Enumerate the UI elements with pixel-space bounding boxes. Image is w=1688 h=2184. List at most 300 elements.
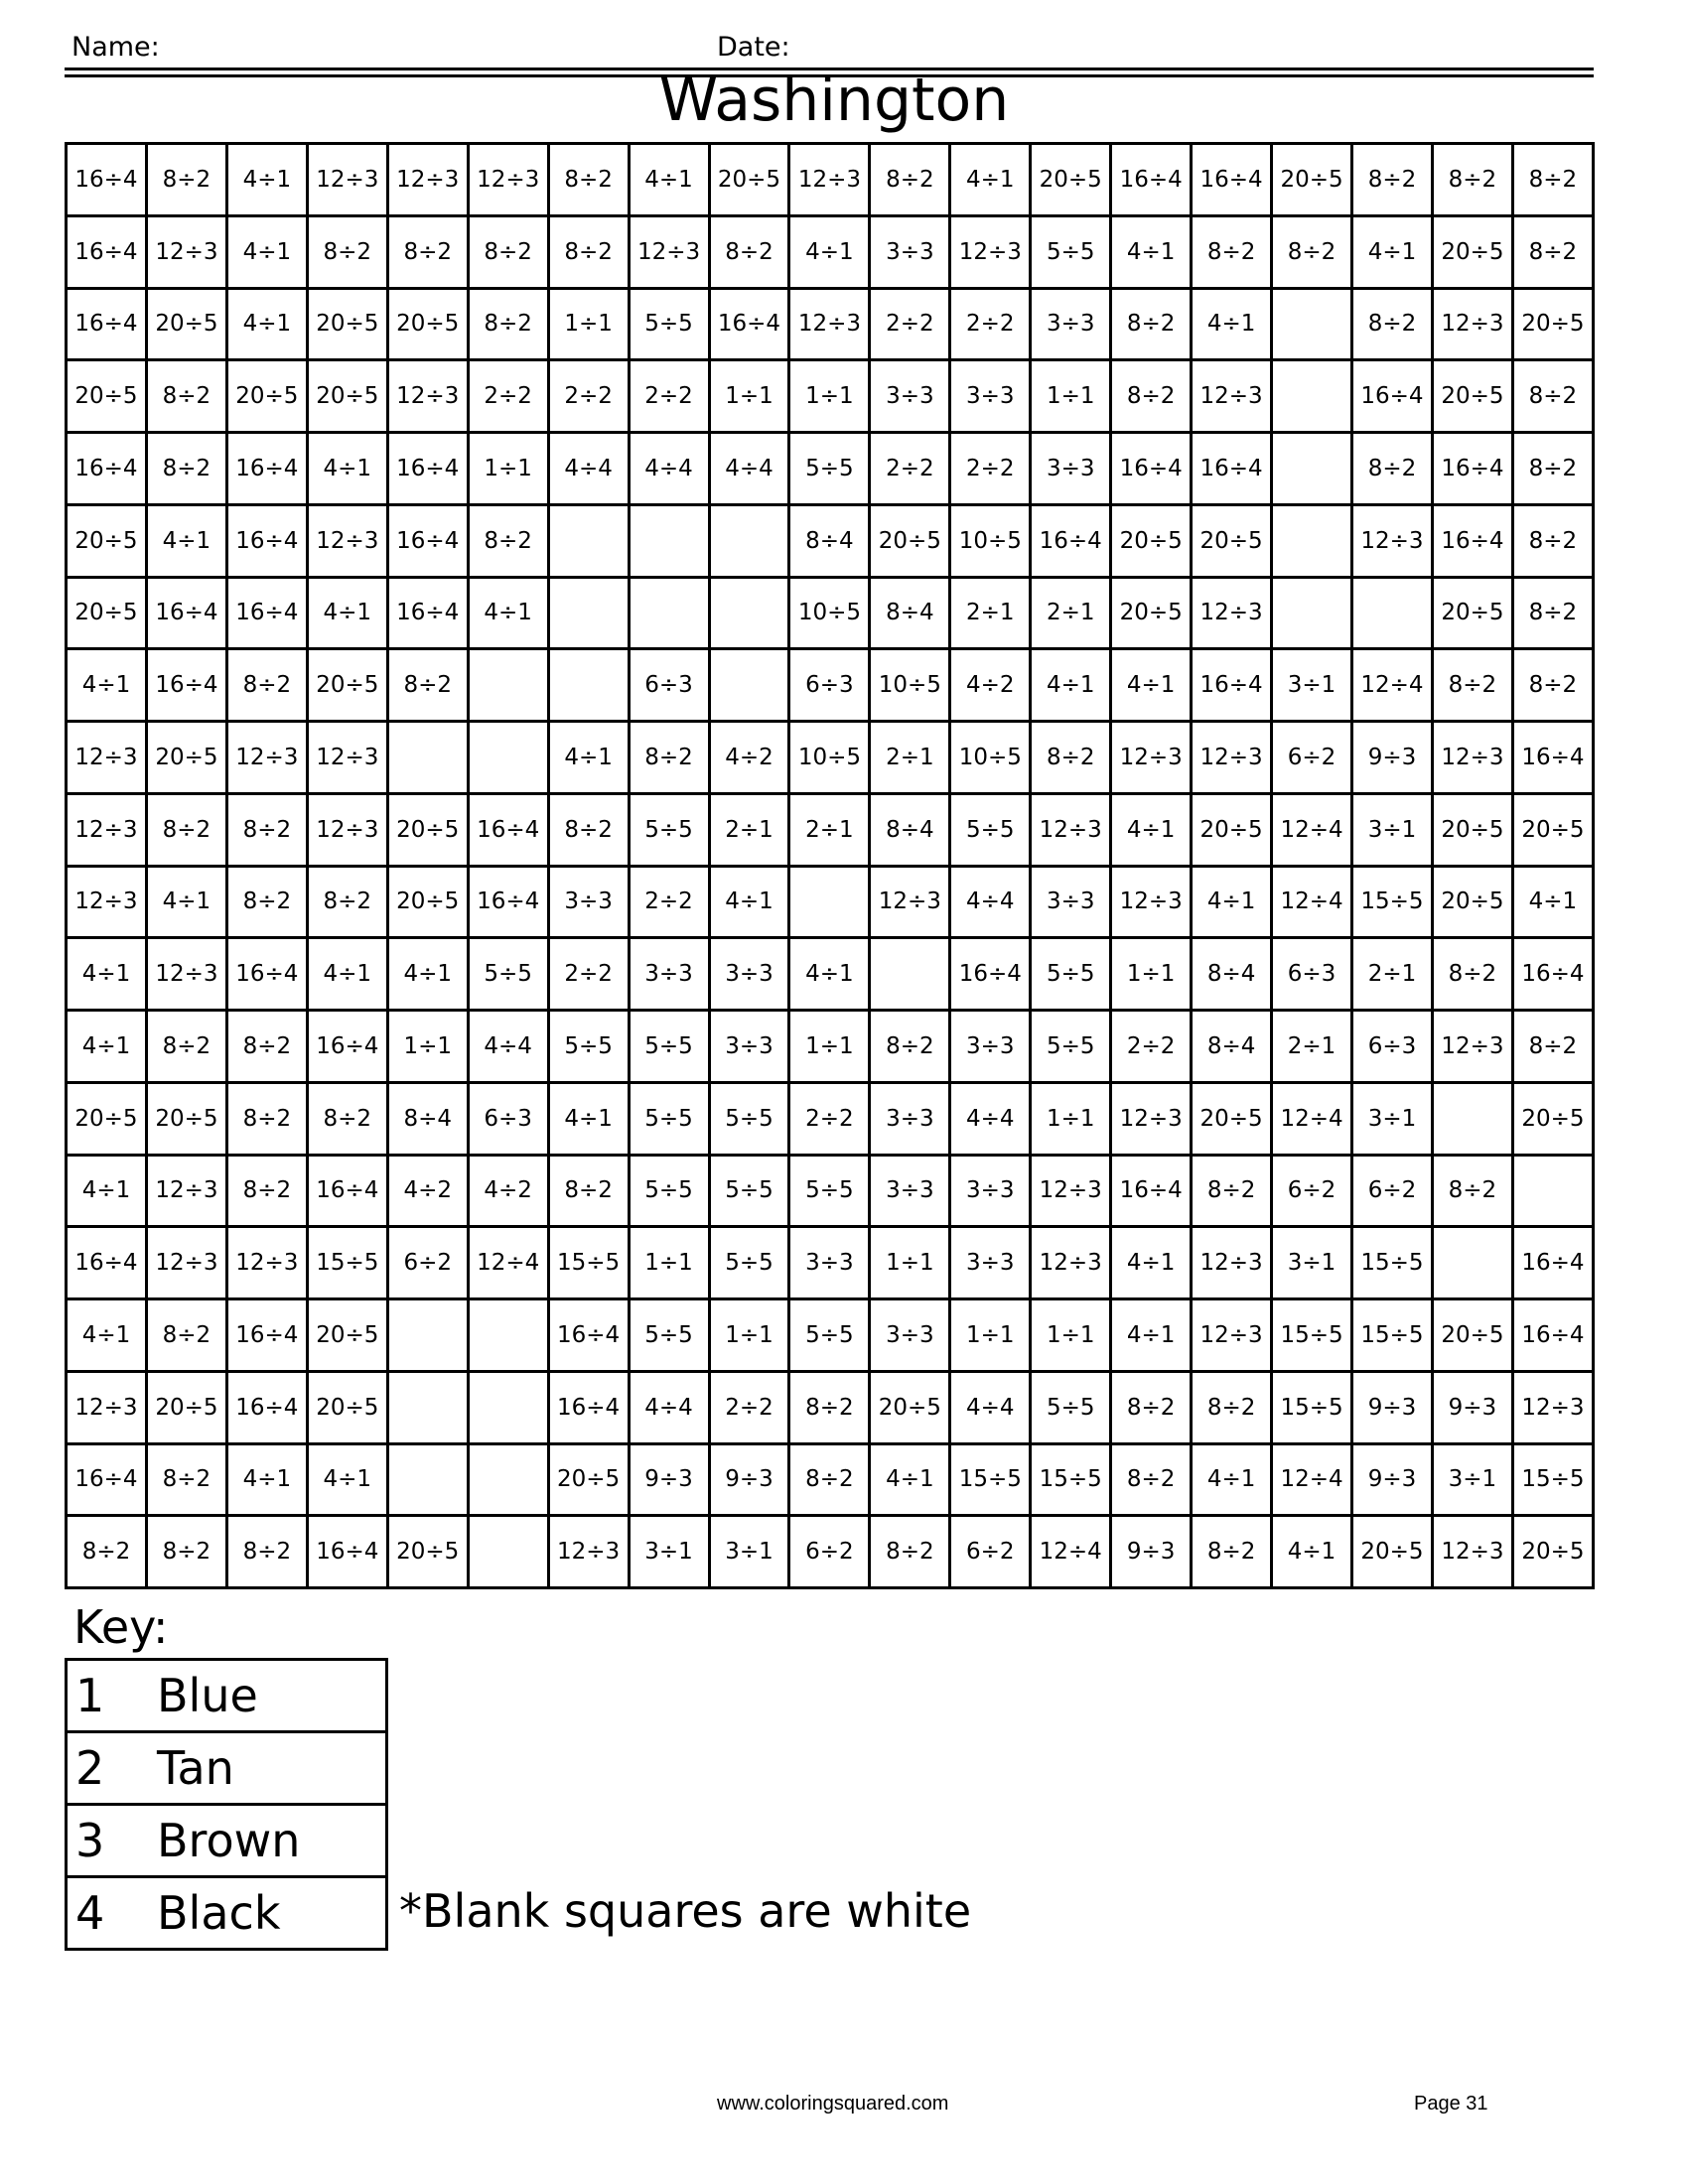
grid-cell: 3÷3 <box>1031 288 1111 360</box>
grid-cell: 1÷1 <box>468 433 548 505</box>
grid-cell: 12÷3 <box>226 722 307 794</box>
grid-cell: 20÷5 <box>1512 1082 1593 1155</box>
grid-cell: 1÷1 <box>1031 1082 1111 1155</box>
grid-cell: 16÷4 <box>307 1516 387 1588</box>
grid-cell: 15÷5 <box>1352 866 1433 938</box>
grid-cell: 8÷2 <box>387 215 468 288</box>
grid-cell <box>548 649 629 722</box>
grid-cell: 4÷1 <box>226 1443 307 1516</box>
grid-cell: 3÷3 <box>629 938 709 1011</box>
grid-cell: 3÷1 <box>1352 1082 1433 1155</box>
grid-cell <box>709 577 789 649</box>
grid-cell: 15÷5 <box>548 1227 629 1299</box>
grid-cell: 3÷3 <box>870 360 950 433</box>
grid-cell: 1÷1 <box>870 1227 950 1299</box>
name-label: Name: <box>71 32 160 63</box>
grid-cell: 16÷4 <box>1111 144 1192 216</box>
grid-cell: 4÷1 <box>468 577 548 649</box>
grid-cell: 20÷5 <box>387 288 468 360</box>
grid-cell: 8÷2 <box>1512 144 1593 216</box>
key-entry <box>67 1805 387 1877</box>
grid-cell: 12÷3 <box>226 1227 307 1299</box>
grid-cell: 16÷4 <box>1432 433 1512 505</box>
grid-row <box>67 866 1594 938</box>
grid-cell: 20÷5 <box>67 504 147 577</box>
key-color: Brown <box>157 1814 301 1867</box>
grid-cell: 12÷4 <box>1031 1516 1111 1588</box>
grid-cell: 15÷5 <box>1352 1299 1433 1372</box>
grid-cell: 5÷5 <box>629 1155 709 1227</box>
grid-cell: 4÷1 <box>307 433 387 505</box>
grid-cell: 10÷5 <box>870 649 950 722</box>
grid-cell: 6÷3 <box>789 649 870 722</box>
grid-cell: 8÷2 <box>1432 1155 1512 1227</box>
grid-cell: 4÷4 <box>950 1371 1031 1443</box>
grid-cell: 3÷3 <box>950 360 1031 433</box>
grid-cell: 12÷3 <box>146 1227 226 1299</box>
grid-cell: 12÷4 <box>1272 1443 1352 1516</box>
grid-row <box>67 288 1594 360</box>
grid-cell: 2÷2 <box>548 938 629 1011</box>
grid-cell: 16÷4 <box>468 866 548 938</box>
grid-cell: 3÷1 <box>629 1516 709 1588</box>
grid-cell: 8÷4 <box>870 793 950 866</box>
grid-cell: 8÷2 <box>146 1299 226 1372</box>
grid-cell: 16÷4 <box>950 938 1031 1011</box>
grid-cell: 9÷3 <box>1352 1443 1433 1516</box>
grid-cell: 16÷4 <box>67 1227 147 1299</box>
grid-cell <box>629 577 709 649</box>
grid-row <box>67 938 1594 1011</box>
grid-cell: 4÷1 <box>548 1082 629 1155</box>
grid-row <box>67 577 1594 649</box>
grid-cell: 12÷3 <box>1031 793 1111 866</box>
grid-cell: 12÷3 <box>307 144 387 216</box>
grid-cell: 8÷2 <box>146 433 226 505</box>
grid-cell: 4÷1 <box>67 938 147 1011</box>
grid-cell: 16÷4 <box>1192 144 1272 216</box>
grid-cell: 12÷3 <box>67 793 147 866</box>
grid-cell <box>1272 433 1352 505</box>
grid-row <box>67 1155 1594 1227</box>
grid-cell: 20÷5 <box>146 1371 226 1443</box>
grid-cell: 5÷5 <box>468 938 548 1011</box>
grid-cell: 1÷1 <box>709 360 789 433</box>
grid-cell: 5÷5 <box>1031 215 1111 288</box>
grid-cell: 16÷4 <box>1512 938 1593 1011</box>
grid-cell <box>387 1371 468 1443</box>
grid-cell: 4÷1 <box>307 1443 387 1516</box>
grid-cell: 20÷5 <box>307 1299 387 1372</box>
blank-squares-note: *Blank squares are white <box>399 1884 972 1938</box>
grid-cell: 8÷2 <box>1192 1371 1272 1443</box>
grid-cell: 16÷4 <box>307 1011 387 1083</box>
grid-cell: 1÷1 <box>548 288 629 360</box>
grid-cell: 20÷5 <box>67 1082 147 1155</box>
grid-cell: 16÷4 <box>709 288 789 360</box>
grid-cell: 8÷2 <box>468 215 548 288</box>
grid-cell <box>468 1516 548 1588</box>
grid-cell: 8÷2 <box>1111 360 1192 433</box>
grid-cell: 12÷3 <box>1432 1011 1512 1083</box>
grid-cell: 8÷2 <box>1352 288 1433 360</box>
grid-cell: 12÷3 <box>1111 722 1192 794</box>
grid-cell: 5÷5 <box>1031 938 1111 1011</box>
grid-cell: 8÷2 <box>1512 577 1593 649</box>
grid-row <box>67 215 1594 288</box>
date-label: Date: <box>717 32 790 63</box>
grid-cell: 4÷1 <box>1111 649 1192 722</box>
grid-cell: 12÷3 <box>1432 722 1512 794</box>
grid-cell: 15÷5 <box>1272 1299 1352 1372</box>
grid-cell: 15÷5 <box>950 1443 1031 1516</box>
grid-cell: 16÷4 <box>67 433 147 505</box>
grid-cell: 4÷1 <box>1192 866 1272 938</box>
grid-cell: 4÷1 <box>146 866 226 938</box>
grid-cell: 2÷1 <box>789 793 870 866</box>
grid-cell: 8÷2 <box>789 1443 870 1516</box>
grid-cell: 6÷2 <box>1272 722 1352 794</box>
grid-cell: 4÷1 <box>1352 215 1433 288</box>
grid-cell: 2÷1 <box>709 793 789 866</box>
grid-cell: 6÷3 <box>629 649 709 722</box>
grid-cell: 2÷2 <box>629 866 709 938</box>
grid-cell: 5÷5 <box>548 1011 629 1083</box>
grid-cell: 16÷4 <box>307 1155 387 1227</box>
grid-cell <box>1272 360 1352 433</box>
grid-cell: 5÷5 <box>789 433 870 505</box>
grid-cell: 10÷5 <box>950 722 1031 794</box>
grid-cell: 20÷5 <box>1432 866 1512 938</box>
grid-cell: 16÷4 <box>226 938 307 1011</box>
page-number: Page 31 <box>1414 2093 1488 2115</box>
grid-cell: 20÷5 <box>1192 793 1272 866</box>
grid-cell: 12÷4 <box>1272 1082 1352 1155</box>
grid-cell: 16÷4 <box>1512 1227 1593 1299</box>
grid-cell: 8÷2 <box>1432 938 1512 1011</box>
grid-row <box>67 793 1594 866</box>
grid-cell: 16÷4 <box>226 504 307 577</box>
key-row <box>67 1877 387 1950</box>
grid-cell: 12÷3 <box>1031 1227 1111 1299</box>
grid-cell: 12÷3 <box>1111 1082 1192 1155</box>
grid-cell: 8÷2 <box>548 1155 629 1227</box>
grid-row <box>67 1443 1594 1516</box>
key-color: Blue <box>157 1669 258 1722</box>
grid-cell: 8÷2 <box>1192 215 1272 288</box>
grid-cell: 5÷5 <box>709 1227 789 1299</box>
grid-cell: 4÷1 <box>709 866 789 938</box>
grid-cell: 20÷5 <box>870 1371 950 1443</box>
grid-cell: 3÷3 <box>1031 433 1111 505</box>
grid-cell: 2÷1 <box>870 722 950 794</box>
grid-cell: 20÷5 <box>387 793 468 866</box>
grid-cell: 16÷4 <box>1432 504 1512 577</box>
grid-cell: 3÷3 <box>1031 866 1111 938</box>
grid-cell: 12÷3 <box>67 722 147 794</box>
grid-cell: 12÷4 <box>1352 649 1433 722</box>
grid-cell: 8÷2 <box>1111 1371 1192 1443</box>
grid-row <box>67 433 1594 505</box>
grid-cell <box>629 504 709 577</box>
grid-cell <box>387 1299 468 1372</box>
grid-cell: 8÷2 <box>226 793 307 866</box>
grid-cell: 8÷2 <box>67 1516 147 1588</box>
grid-cell: 20÷5 <box>1432 1299 1512 1372</box>
grid-cell: 4÷4 <box>548 433 629 505</box>
grid-cell <box>1352 577 1433 649</box>
grid-cell: 1÷1 <box>789 360 870 433</box>
grid-cell: 2÷1 <box>950 577 1031 649</box>
grid-cell: 4÷1 <box>789 938 870 1011</box>
grid-cell: 8÷2 <box>548 144 629 216</box>
grid-cell: 4÷2 <box>468 1155 548 1227</box>
grid-cell: 4÷1 <box>226 288 307 360</box>
grid-row <box>67 722 1594 794</box>
grid-cell: 2÷2 <box>548 360 629 433</box>
grid-cell: 8÷2 <box>1192 1155 1272 1227</box>
grid-row <box>67 1371 1594 1443</box>
grid-cell: 4÷4 <box>629 1371 709 1443</box>
grid-cell: 20÷5 <box>67 360 147 433</box>
grid-cell: 4÷1 <box>1111 1299 1192 1372</box>
grid-cell: 8÷2 <box>1512 649 1593 722</box>
grid-cell: 6÷2 <box>789 1516 870 1588</box>
grid-cell: 12÷3 <box>1192 722 1272 794</box>
grid-cell: 12÷4 <box>1272 866 1352 938</box>
grid-cell: 12÷3 <box>789 144 870 216</box>
grid-cell: 8÷2 <box>870 144 950 216</box>
grid-cell: 16÷4 <box>1512 722 1593 794</box>
key-entry <box>67 1877 387 1950</box>
grid-cell <box>709 504 789 577</box>
grid-cell: 9÷3 <box>1111 1516 1192 1588</box>
color-key <box>65 1658 388 1951</box>
grid-cell: 16÷4 <box>387 577 468 649</box>
grid-cell: 4÷4 <box>629 433 709 505</box>
grid-cell <box>468 1371 548 1443</box>
grid-cell: 12÷3 <box>1111 866 1192 938</box>
grid-cell: 3÷3 <box>789 1227 870 1299</box>
grid-cell: 8÷2 <box>870 1516 950 1588</box>
grid-row <box>67 1516 1594 1588</box>
grid-cell <box>387 722 468 794</box>
grid-cell: 5÷5 <box>629 288 709 360</box>
grid-cell: 9÷3 <box>1352 722 1433 794</box>
grid-cell: 8÷2 <box>146 360 226 433</box>
grid-cell: 3÷3 <box>870 1299 950 1372</box>
grid-cell: 5÷5 <box>1031 1371 1111 1443</box>
grid-cell: 16÷4 <box>1512 1299 1593 1372</box>
grid-cell: 3÷3 <box>709 1011 789 1083</box>
grid-cell: 20÷5 <box>1031 144 1111 216</box>
grid-cell: 8÷2 <box>870 1011 950 1083</box>
grid-cell: 16÷4 <box>548 1299 629 1372</box>
grid-cell: 8÷2 <box>146 1516 226 1588</box>
grid-cell <box>468 1299 548 1372</box>
key-number: 3 <box>75 1814 105 1867</box>
grid-cell <box>1272 504 1352 577</box>
grid-cell: 4÷1 <box>1272 1516 1352 1588</box>
key-title: Key: <box>73 1600 169 1654</box>
grid-cell: 1÷1 <box>709 1299 789 1372</box>
grid-cell: 20÷5 <box>1512 1516 1593 1588</box>
grid-cell: 20÷5 <box>1111 577 1192 649</box>
grid-cell: 4÷4 <box>468 1011 548 1083</box>
grid-cell: 20÷5 <box>1432 577 1512 649</box>
grid-cell: 20÷5 <box>1272 144 1352 216</box>
grid-cell: 3÷1 <box>1272 1227 1352 1299</box>
grid-cell: 6÷2 <box>387 1227 468 1299</box>
grid-cell: 1÷1 <box>1031 1299 1111 1372</box>
grid-cell: 16÷4 <box>226 577 307 649</box>
grid-cell: 20÷5 <box>387 866 468 938</box>
grid-cell: 12÷3 <box>1352 504 1433 577</box>
key-number: 2 <box>75 1741 105 1795</box>
grid-cell: 9÷3 <box>1432 1371 1512 1443</box>
grid-cell: 9÷3 <box>709 1443 789 1516</box>
grid-cell: 16÷4 <box>1192 649 1272 722</box>
grid-cell: 12÷3 <box>387 144 468 216</box>
grid-row <box>67 360 1594 433</box>
grid-cell: 8÷2 <box>307 1082 387 1155</box>
grid-cell: 8÷2 <box>226 649 307 722</box>
grid-cell: 12÷3 <box>1432 288 1512 360</box>
grid-cell: 4÷1 <box>307 938 387 1011</box>
grid-cell: 20÷5 <box>548 1443 629 1516</box>
grid-cell: 8÷2 <box>709 215 789 288</box>
grid-cell: 16÷4 <box>226 1299 307 1372</box>
grid-cell: 2÷1 <box>1352 938 1433 1011</box>
grid-cell: 16÷4 <box>226 433 307 505</box>
grid-cell: 15÷5 <box>1352 1227 1433 1299</box>
grid-cell: 1÷1 <box>950 1299 1031 1372</box>
grid-cell: 20÷5 <box>146 288 226 360</box>
grid-cell: 4÷1 <box>1031 649 1111 722</box>
grid-cell: 1÷1 <box>789 1011 870 1083</box>
grid-cell: 16÷4 <box>226 1371 307 1443</box>
grid-cell: 8÷2 <box>1512 504 1593 577</box>
grid-cell: 4÷2 <box>950 649 1031 722</box>
grid-cell: 4÷1 <box>67 1011 147 1083</box>
grid-cell: 4÷1 <box>146 504 226 577</box>
grid-cell: 12÷3 <box>1432 1516 1512 1588</box>
grid-cell: 8÷2 <box>226 1011 307 1083</box>
grid-cell: 2÷2 <box>629 360 709 433</box>
grid-cell: 4÷1 <box>789 215 870 288</box>
grid-cell: 4÷1 <box>1111 793 1192 866</box>
key-entry <box>67 1660 387 1732</box>
grid-cell: 4÷1 <box>1512 866 1593 938</box>
grid-cell: 20÷5 <box>1352 1516 1433 1588</box>
grid-row <box>67 144 1594 216</box>
grid-cell: 4÷1 <box>1192 288 1272 360</box>
grid-cell: 3÷1 <box>1432 1443 1512 1516</box>
grid-cell: 3÷3 <box>870 1082 950 1155</box>
grid-cell: 20÷5 <box>1432 215 1512 288</box>
key-row <box>67 1732 387 1805</box>
grid-cell: 12÷3 <box>1512 1371 1593 1443</box>
grid-cell: 4÷1 <box>870 1443 950 1516</box>
grid-cell: 8÷4 <box>1192 938 1272 1011</box>
grid-cell: 6÷3 <box>1352 1011 1433 1083</box>
grid-cell: 8÷2 <box>1352 144 1433 216</box>
grid-cell: 12÷3 <box>1192 360 1272 433</box>
grid-cell: 8÷2 <box>226 1516 307 1588</box>
grid-cell: 12÷3 <box>307 793 387 866</box>
grid-cell: 8÷2 <box>307 215 387 288</box>
grid-cell: 20÷5 <box>67 577 147 649</box>
grid-cell: 20÷5 <box>307 649 387 722</box>
key-color: Tan <box>157 1741 234 1795</box>
grid-cell: 16÷4 <box>387 504 468 577</box>
grid-cell: 20÷5 <box>1512 793 1593 866</box>
grid-cell: 12÷3 <box>307 722 387 794</box>
grid-cell: 8÷2 <box>468 288 548 360</box>
grid-cell: 20÷5 <box>709 144 789 216</box>
grid-cell: 4÷1 <box>67 1299 147 1372</box>
key-row <box>67 1660 387 1732</box>
grid-cell <box>468 722 548 794</box>
grid-cell: 4÷4 <box>950 1082 1031 1155</box>
grid-cell: 4÷1 <box>307 577 387 649</box>
grid-cell: 8÷2 <box>1432 649 1512 722</box>
grid-cell: 8÷4 <box>387 1082 468 1155</box>
grid-cell: 16÷4 <box>67 288 147 360</box>
grid-cell: 12÷3 <box>1192 1227 1272 1299</box>
grid-cell: 4÷1 <box>387 938 468 1011</box>
grid-cell <box>1272 577 1352 649</box>
grid-cell: 10÷5 <box>789 722 870 794</box>
grid-cell: 6÷3 <box>1272 938 1352 1011</box>
key-number: 1 <box>75 1669 105 1722</box>
grid-cell: 8÷2 <box>1111 288 1192 360</box>
grid-cell: 16÷4 <box>1352 360 1433 433</box>
grid-cell: 6÷2 <box>1352 1155 1433 1227</box>
grid-cell: 16÷4 <box>548 1371 629 1443</box>
grid-cell: 3÷3 <box>548 866 629 938</box>
grid-cell: 5÷5 <box>950 793 1031 866</box>
grid-cell: 2÷2 <box>709 1371 789 1443</box>
grid-cell: 5÷5 <box>789 1155 870 1227</box>
grid-cell: 12÷4 <box>1272 793 1352 866</box>
grid-cell: 8÷2 <box>146 1443 226 1516</box>
grid-cell: 3÷1 <box>1352 793 1433 866</box>
grid-cell: 12÷3 <box>950 215 1031 288</box>
grid-cell: 4÷1 <box>1111 1227 1192 1299</box>
grid-cell: 16÷4 <box>67 215 147 288</box>
grid-row <box>67 1082 1594 1155</box>
grid-cell: 15÷5 <box>307 1227 387 1299</box>
page-title: Washington <box>658 66 1010 135</box>
grid-cell: 2÷2 <box>950 433 1031 505</box>
grid-cell: 10÷5 <box>950 504 1031 577</box>
grid-cell: 3÷3 <box>870 1155 950 1227</box>
grid-cell: 8÷2 <box>1512 1011 1593 1083</box>
grid-cell: 20÷5 <box>1512 288 1593 360</box>
grid-cell: 16÷4 <box>1111 433 1192 505</box>
grid-cell: 20÷5 <box>1432 793 1512 866</box>
grid-cell: 3÷3 <box>709 938 789 1011</box>
grid-cell: 2÷2 <box>950 288 1031 360</box>
grid-cell: 4÷1 <box>226 144 307 216</box>
grid-cell: 12÷3 <box>1192 1299 1272 1372</box>
grid-cell: 3÷3 <box>950 1227 1031 1299</box>
grid-cell: 3÷3 <box>950 1155 1031 1227</box>
grid-cell: 12÷3 <box>146 215 226 288</box>
grid-cell: 15÷5 <box>1512 1443 1593 1516</box>
grid-cell: 12÷3 <box>387 360 468 433</box>
